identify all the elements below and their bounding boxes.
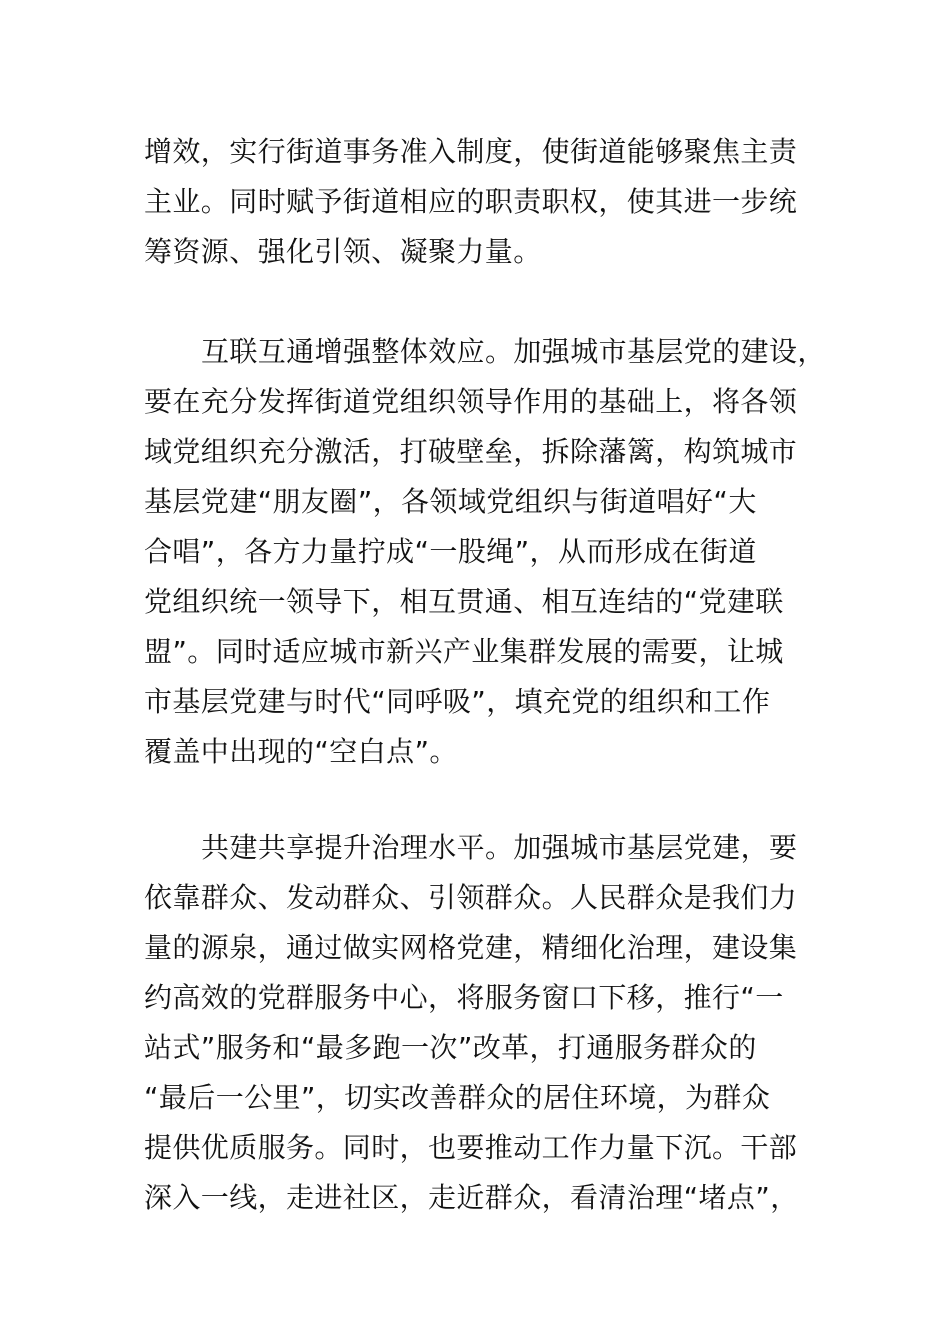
text-line: 要在充分发挥街道党组织领导作用的基础上，将各领 (144, 385, 798, 418)
text-line: 合唱”，各方力量拧成“一股绳”，从而形成在街道 (144, 535, 757, 568)
text-line: 提供优质服务。同时，也要推动工作力量下沉。干部 (144, 1131, 798, 1164)
text-line: 依靠群众、发动群众、引领群众。人民群众是我们力 (144, 881, 798, 914)
paragraph-3 (144, 823, 834, 1223)
text-line: 市基层党建与时代“同呼吸”，填充党的组织和工作 (144, 685, 771, 718)
text-line: 互联互通增强整体效应。加强城市基层党的建设， (201, 335, 826, 368)
text-line: 站式”服务和“最多跑一次”改革，打通服务群众的 (144, 1031, 757, 1064)
text-line: “最后一公里”，切实改善群众的居住环境，为群众 (144, 1081, 771, 1114)
text-line: 基层党建“朋友圈”，各领域党组织与街道唱好“大 (144, 485, 757, 518)
text-line: 盟”。同时适应城市新兴产业集群发展的需要，让城 (144, 635, 784, 668)
text-line: 党组织统一领导下，相互贯通、相互连结的“党建联 (144, 585, 784, 618)
text-line: 增效，实行街道事务准入制度，使街道能够聚焦主责 (144, 135, 798, 168)
paragraph-2 (144, 327, 834, 777)
paragraph-1 (144, 127, 834, 277)
text-line: 域党组织充分激活，打破壁垒，拆除藩篱，构筑城市 (144, 435, 798, 468)
text-line: 共建共享提升治理水平。加强城市基层党建，要 (201, 831, 798, 864)
text-line: 量的源泉，通过做实网格党建，精细化治理，建设集 (144, 931, 798, 964)
text-line: 筹资源、强化引领、凝聚力量。 (144, 235, 542, 268)
text-line: 深入一线，走进社区，走近群众，看清治理“堵点”， (144, 1181, 799, 1214)
text-line: 主业。同时赋予街道相应的职责职权，使其进一步统 (144, 185, 798, 218)
text-line: 覆盖中出现的“空白点”。 (144, 735, 458, 768)
text-line: 约高效的党群服务中心，将服务窗口下移，推行“一 (144, 981, 784, 1014)
